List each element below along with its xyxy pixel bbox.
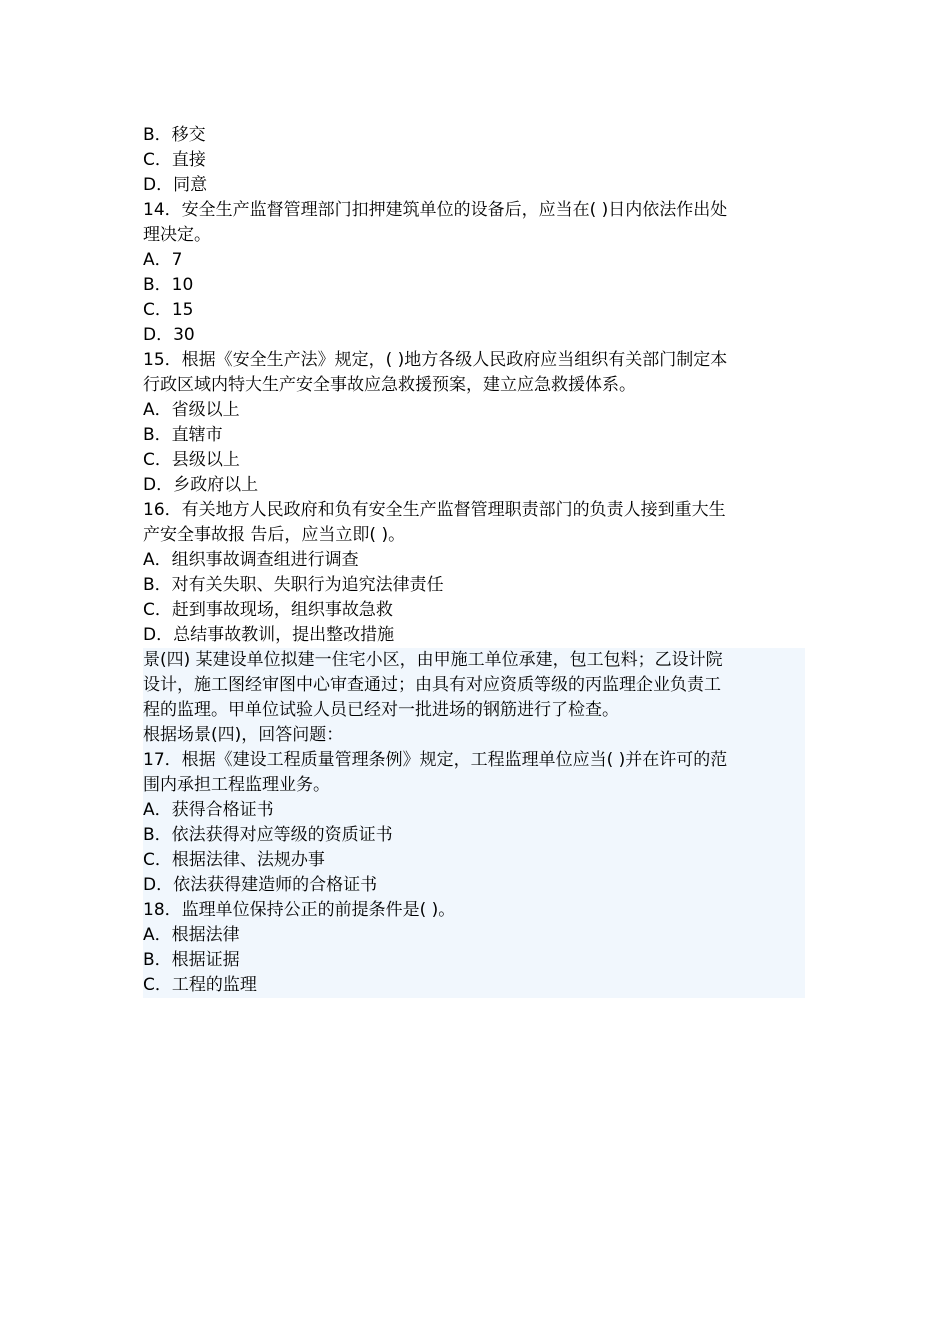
- scenario-line: 景(四) 某建设单位拟建一住宅小区，由甲施工单位承建，包工包料；乙设计院: [143, 648, 805, 673]
- scenario-prompt: 根据场景(四)，回答问题：: [143, 723, 805, 748]
- answer-option: B．直辖市: [143, 425, 223, 445]
- question-14-line-2: 理决定。: [143, 225, 211, 245]
- answer-option: C．赶到事故现场，组织事故急救: [143, 600, 393, 620]
- answer-option: D．乡政府以上: [143, 475, 259, 495]
- answer-option: B．10: [143, 275, 194, 295]
- exam-text-body: [143, 123, 805, 998]
- answer-option: A．7: [143, 250, 183, 270]
- question-18: 18．监理单位保持公正的前提条件是( )。: [143, 898, 805, 923]
- answer-option: D．30: [143, 325, 195, 345]
- answer-option: C．县级以上: [143, 450, 240, 470]
- answer-option: A．省级以上: [143, 400, 240, 420]
- text-line: D．同意: [143, 175, 208, 195]
- question-14-line-1: 14．安全生产监督管理部门扣押建筑单位的设备后，应当在( )日内依法作出处: [143, 200, 728, 220]
- answer-option: D．总结事故教训，提出整改措施: [143, 625, 395, 645]
- scenario-line: 程的监理。甲单位试验人员已经对一批进场的钢筋进行了检查。: [143, 698, 805, 723]
- answer-option: B．依法获得对应等级的资质证书: [143, 823, 805, 848]
- question-16-line-1: 16．有关地方人民政府和负有安全生产监督管理职责部门的负责人接到重大生: [143, 500, 726, 520]
- answer-option: B．对有关失职、失职行为追究法律责任: [143, 575, 444, 595]
- answer-option: B．根据证据: [143, 948, 805, 973]
- text-line: C．直接: [143, 150, 206, 170]
- question-17-line-2: 围内承担工程监理业务。: [143, 773, 805, 798]
- question-15-line-1: 15．根据《安全生产法》规定，( )地方各级人民政府应当组织有关部门制定本: [143, 350, 728, 370]
- question-15-line-2: 行政区域内特大生产安全事故应急救援预案，建立应急救援体系。: [143, 375, 636, 395]
- answer-option: C．根据法律、法规办事: [143, 848, 805, 873]
- answer-option: A．根据法律: [143, 923, 805, 948]
- question-16-line-2: 产安全事故报 告后，应当立即( )。: [143, 525, 406, 545]
- answer-option: C．15: [143, 300, 194, 320]
- answer-option: C．工程的监理: [143, 973, 805, 998]
- answer-option: A．组织事故调查组进行调查: [143, 550, 359, 570]
- answer-option: D．依法获得建造师的合格证书: [143, 873, 805, 898]
- question-17-line-1: 17．根据《建设工程质量管理条例》规定，工程监理单位应当( )并在许可的范: [143, 748, 805, 773]
- answer-option: A．获得合格证书: [143, 798, 805, 823]
- scenario-line: 设计，施工图经审图中心审查通过；由具有对应资质等级的丙监理企业负责工: [143, 673, 805, 698]
- text-line: B．移交: [143, 125, 206, 145]
